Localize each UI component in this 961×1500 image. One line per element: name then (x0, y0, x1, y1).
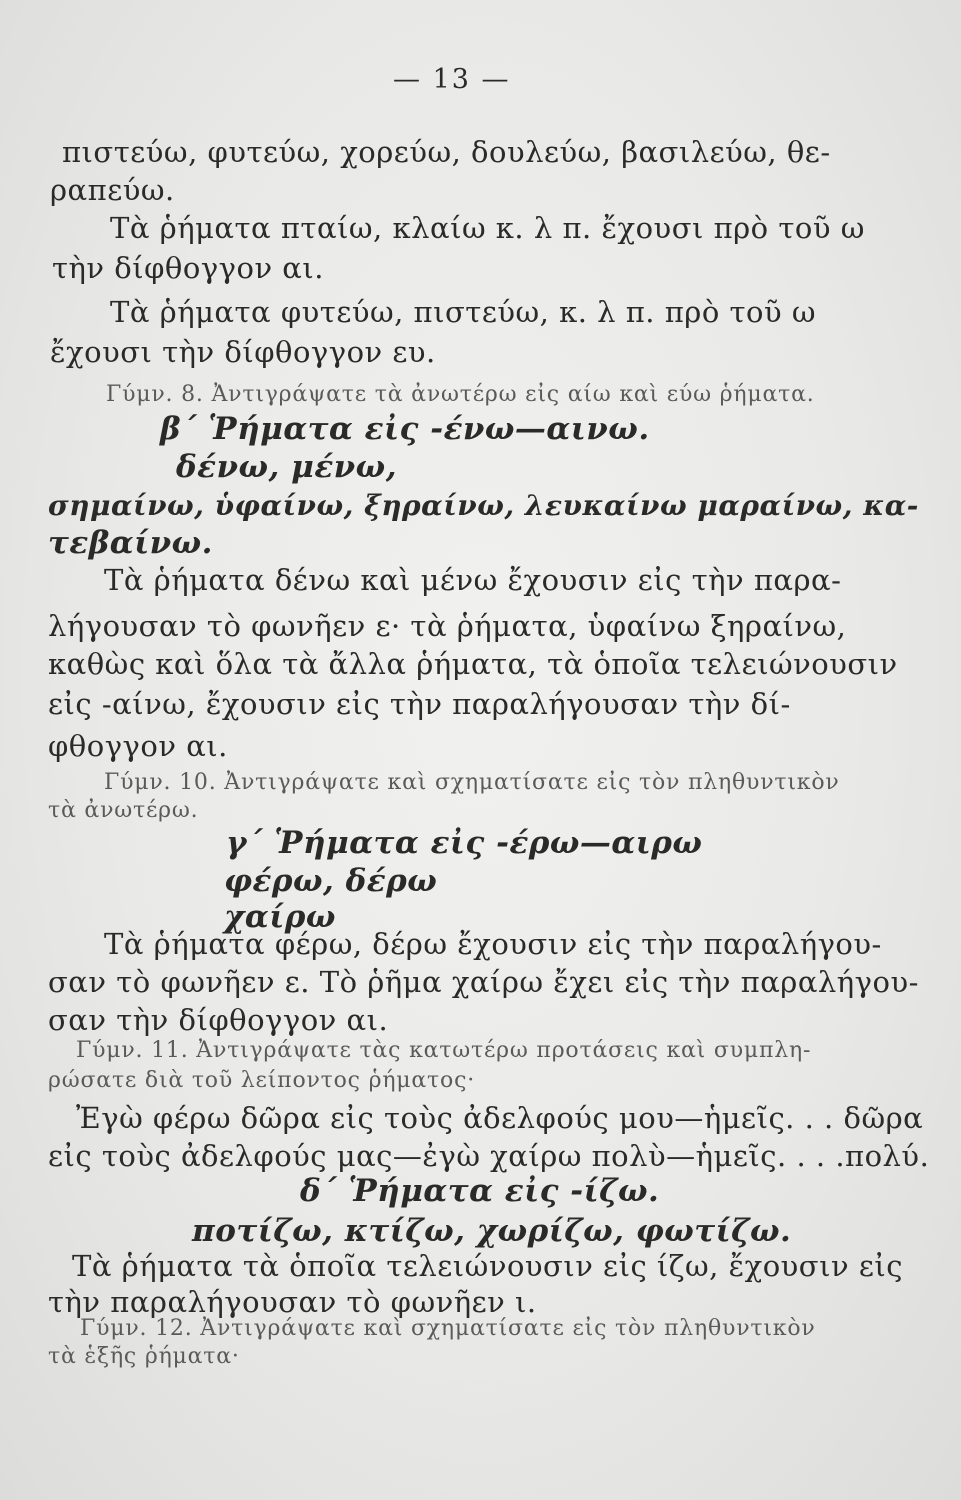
text-line: καθὼς καὶ ὅλα τὰ ἄλλα ῥήματα, τὰ ὁποῖα τελειώνουσιν (48, 647, 898, 681)
text-line: Τὰ ῥήματα δένω καὶ μένω ἔχουσιν εἰς τὴν παρα- (104, 563, 842, 597)
exercise-line: Γύμν. 12. Ἀντιγράψατε καὶ σχηματίσατε εἰς τὸν πληθυντικὸν (80, 1316, 816, 1341)
exercise-line: Γύμν. 8. Ἀντιγράψατε τὰ ἀνωτέρω εἰς αίω καὶ εύω ῥήματα. (106, 382, 815, 407)
text-line: Ἐγὼ φέρω δῶρα εἰς τοὺς ἀδελφούς μου—ἡμεῖς. . . δῶρα (76, 1101, 924, 1135)
text-line: λήγουσαν τὸ φωνῆεν ε· τὰ ῥήματα, ὑφαίνω ξηραίνω, (48, 609, 847, 643)
section-heading: γ΄ Ῥήματα εἰς -έρω—αιρω (226, 825, 703, 861)
verb-list: τεβαίνω. (48, 525, 213, 561)
page-number: — 13 — (393, 64, 511, 95)
text-line: Τὰ ῥήματα φέρω, δέρω ἔχουσιν εἰς τὴν παραλήγου- (104, 927, 882, 961)
exercise-line: ρώσατε διὰ τοῦ λείποντος ῥήματος· (48, 1068, 475, 1093)
exercise-line: Γύμν. 10. Ἀντιγράψατε καὶ σχηματίσατε εἰς τὸν πληθυντικὸν (104, 770, 840, 795)
text-line: σαν τὴν δίφθογγον αι. (48, 1003, 389, 1037)
verb-list: ποτίζω, κτίζω, χωρίζω, φωτίζω. (192, 1213, 792, 1249)
verb-list: δένω, μένω, (176, 449, 397, 485)
text-line: τὴν παραλήγουσαν τὸ φωνῆεν ι. (48, 1285, 537, 1319)
exercise-line: τὰ ἀνωτέρω. (48, 798, 199, 823)
text-line: σαν τὸ φωνῆεν ε. Τὸ ῥῆμα χαίρω ἔχει εἰς τὴν παραλήγου- (48, 965, 919, 999)
text-line: ἔχουσι τὴν δίφθογγον ευ. (50, 335, 436, 369)
verb-list: σημαίνω, ὑφαίνω, ξηραίνω, λευκαίνω μαραίνω, κα- (48, 489, 919, 522)
section-heading: β΄ Ῥήματα εἰς -ένω—αινω. (160, 411, 650, 447)
section-heading: δ΄ Ῥήματα εἰς -ίζω. (300, 1173, 660, 1209)
exercise-line: Γύμν. 11. Ἀντιγράψατε τὰς κατωτέρω προτάσεις καὶ συμπλη- (76, 1038, 812, 1063)
text-line: εἰς -αίνω, ἔχουσιν εἰς τὴν παραλήγουσαν τὴν δί- (48, 687, 791, 721)
text-line: Τὰ ῥήματα τὰ ὁποῖα τελειώνουσιν εἰς ίζω, ἔχουσιν εἰς (72, 1249, 903, 1283)
text-line: πιστεύω, φυτεύω, χορεύω, δουλεύω, βασιλεύω, θε- (62, 135, 831, 169)
text-line: Τὰ ῥήματα πταίω, κλαίω κ. λ π. ἔχουσι πρὸ τοῦ ω (110, 211, 865, 245)
text-line: φθογγον αι. (48, 729, 228, 763)
verb-list: χαίρω (224, 899, 336, 935)
text-line: εἰς τοὺς ἀδελφούς μας—ἐγὼ χαίρω πολὺ—ἡμεῖς. . . .πολύ. (48, 1139, 930, 1173)
text-line: τὴν δίφθογγον αι. (52, 251, 324, 285)
exercise-line: τὰ ἑξῆς ῥήματα· (48, 1344, 240, 1369)
verb-list: φέρω, δέρω (224, 863, 438, 899)
text-line: Τὰ ῥήματα φυτεύω, πιστεύω, κ. λ π. πρὸ τοῦ ω (110, 295, 817, 329)
text-line: ραπεύω. (50, 173, 175, 207)
